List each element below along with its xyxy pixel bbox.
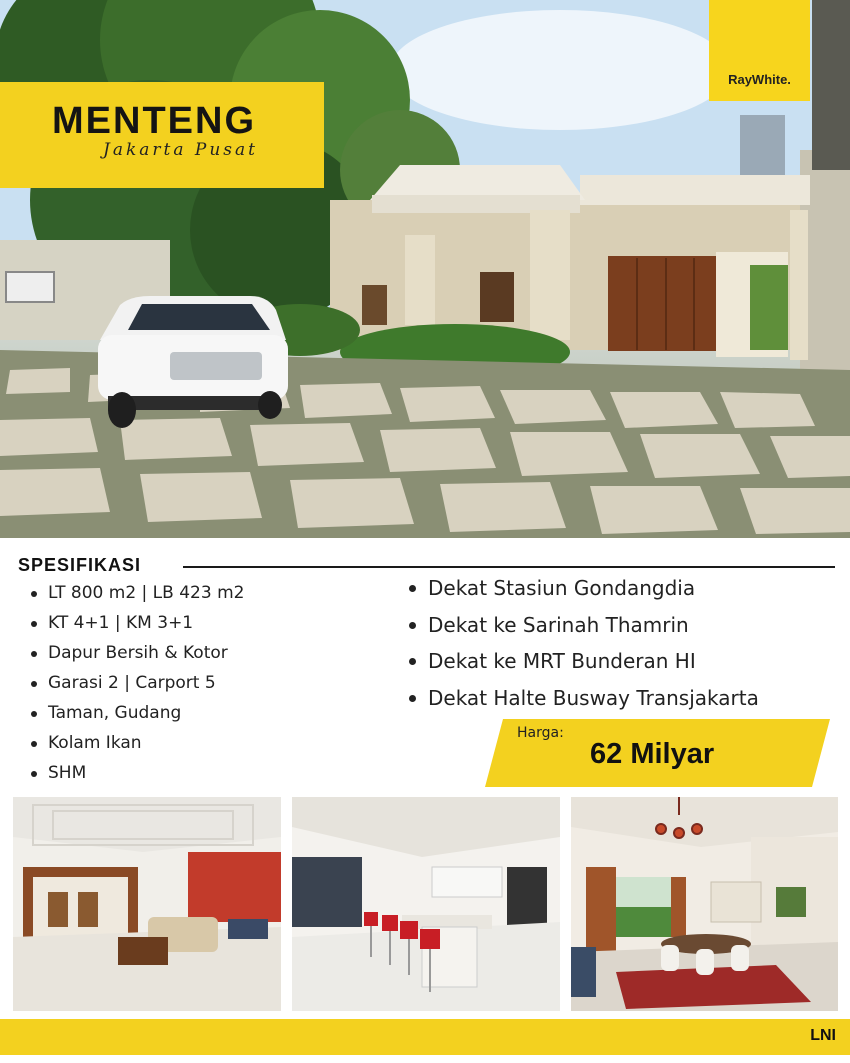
car-illustration: [98, 296, 288, 428]
list-item: Dekat ke Sarinah Thamrin: [428, 611, 759, 648]
list-item: LT 800 m2 | LB 423 m2: [48, 580, 244, 610]
photo-dining-room: [571, 797, 838, 1011]
location-title: MENTENG: [52, 100, 256, 142]
raywhite-logo: [709, 0, 810, 101]
list-item: Dekat Stasiun Gondangdia: [428, 574, 759, 611]
price-label: Harga:: [517, 725, 564, 741]
list-item: KT 4+1 | KM 3+1: [48, 610, 244, 640]
list-item: Kolam Ikan: [48, 730, 244, 760]
spec-divider: [183, 566, 835, 568]
spec-heading: SPESIFIKASI: [18, 555, 142, 575]
list-item: Taman, Gudang: [48, 700, 244, 730]
photo-kitchen: [292, 797, 560, 1011]
list-item: Dapur Bersih & Kotor: [48, 640, 244, 670]
spec-list-features: [48, 580, 244, 790]
location-subtitle: Jakarta Pusat: [103, 140, 258, 160]
list-item: Dekat ke MRT Bunderan HI: [428, 647, 759, 684]
spec-list-location: [428, 574, 759, 720]
listing-code: LNI: [810, 1027, 836, 1044]
price-value: 62 Milyar: [590, 738, 715, 770]
list-item: Dekat Halte Busway Transjakarta: [428, 684, 759, 721]
footer-bar: [0, 1019, 850, 1055]
logo-text: RayWhite.: [728, 72, 791, 87]
list-item: Garasi 2 | Carport 5: [48, 670, 244, 700]
list-item: SHM: [48, 760, 244, 790]
photo-living-room: [13, 797, 281, 1011]
